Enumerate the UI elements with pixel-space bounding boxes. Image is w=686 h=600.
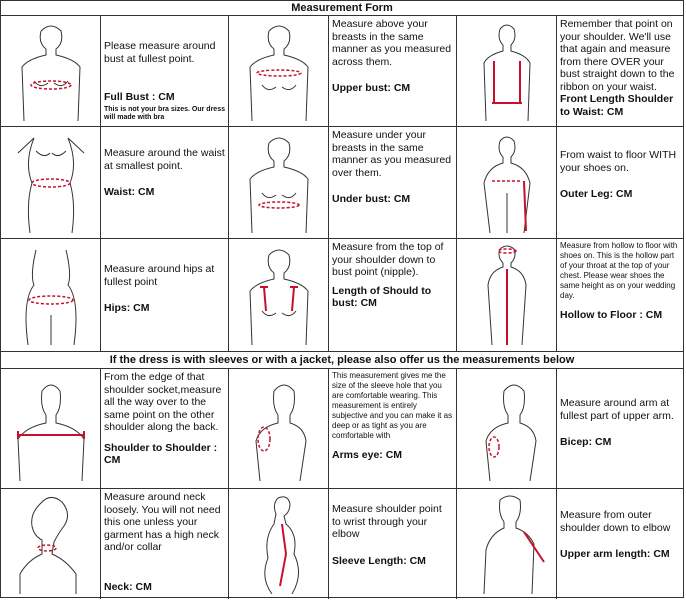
sleeve-section-heading: If the dress is with sleeves or with a jacket, please also offer us the measurements below [1, 352, 683, 369]
full-bust-label: Full Bust : CM [104, 90, 175, 103]
shoulder-to-shoulder-cell [101, 369, 229, 488]
outer-leg-label: Outer Leg: CM [560, 188, 633, 200]
under-bust-illustration [229, 127, 329, 238]
bicep-description: Measure around arm at fullest part of upper arm. [560, 397, 674, 422]
upper-bust-illustration [229, 16, 329, 126]
front-length-cell [557, 16, 683, 126]
upper-bust-cell [329, 16, 457, 126]
shoulder-to-shoulder-description: From the edge of that shoulder socket,measure all the way over to the same point on the other shoulder along the back. [104, 371, 222, 433]
shoulder-to-shoulder-illustration [1, 369, 101, 488]
sleeve-length-illustration [229, 489, 329, 599]
hips-description: Measure around hips at fullest point [104, 263, 215, 288]
waist-label: Waist: CM [104, 186, 155, 198]
arms-eye-cell [329, 369, 457, 488]
table-row [1, 369, 683, 489]
front-length-description: Remember that point on your shoulder. We'll use that again and measure from there OVER your bust straight down to the ribbon on your waist. [560, 18, 675, 93]
sleeve-length-description: Measure shoulder point to wrist through your elbow [332, 503, 442, 540]
front-length-label: Front Length Shoulder to Waist: CM [560, 93, 674, 118]
hollow-to-floor-description: Measure from hollow to floor with shoes on. This is the hollow part of your throat at the top of your chest. Please wear shoes the same height as on your wedding day. [560, 241, 678, 300]
waist-cell [101, 127, 229, 238]
upper-arm-length-illustration [457, 489, 557, 599]
under-bust-description: Measure under your breasts in the same manner as you measured over them. [332, 129, 452, 179]
neck-cell [101, 489, 229, 599]
front-length-illustration [457, 16, 557, 126]
table-row [1, 239, 683, 352]
waist-description: Measure around the waist at smallest point. [104, 147, 225, 172]
bicep-illustration [457, 369, 557, 488]
under-bust-cell [329, 127, 457, 238]
neck-description: Measure around neck loosely. You will not need this one unless your garment has a high neck and/or collar [104, 491, 221, 553]
upper-arm-length-description: Measure from outer shoulder down to elbow [560, 509, 671, 534]
arms-eye-label: Arms eye: CM [332, 449, 403, 461]
sleeve-length-cell [329, 489, 457, 599]
hollow-to-floor-label: Hollow to Floor : CM [560, 309, 663, 321]
outer-leg-illustration [457, 127, 557, 238]
form-title: Measurement Form [1, 1, 683, 16]
hips-label: Hips: CM [104, 302, 150, 314]
arms-eye-illustration [229, 369, 329, 488]
under-bust-label: Under bust: CM [332, 193, 411, 205]
hollow-to-floor-cell [557, 239, 683, 351]
upper-arm-length-cell [557, 489, 683, 599]
upper-arm-length-label: Upper arm length: CM [560, 548, 670, 560]
shoulder-to-bust-description: Measure from the top of your shoulder down to bust point (nipple). [332, 241, 444, 278]
waist-illustration [1, 127, 101, 238]
table-row [1, 127, 683, 239]
arms-eye-description: This measurement gives me the size of the sleeve hole that you are comfortable wearing. This measurement is entirely subjective and you can make it as deep or as tight as you are comfortable with [332, 371, 453, 440]
full-bust-illustration [1, 16, 101, 126]
shoulder-to-bust-label: Length of Should to bust: CM [332, 284, 432, 309]
neck-label: Neck: CM [104, 580, 152, 593]
upper-bust-label: Upper bust: CM [332, 82, 411, 94]
shoulder-to-shoulder-label: Shoulder to Shoulder : CM [104, 441, 218, 466]
upper-bust-description: Measure above your breasts in the same manner as you measured across them. [332, 18, 452, 68]
table-row [1, 16, 683, 127]
shoulder-to-bust-illustration [229, 239, 329, 351]
bicep-label: Bicep: CM [560, 436, 612, 448]
neck-illustration [1, 489, 101, 599]
shoulder-to-bust-cell [329, 239, 457, 351]
bicep-cell [557, 369, 683, 488]
full-bust-description: Please measure around bust at fullest point. [104, 40, 216, 65]
table-row [1, 489, 683, 599]
hips-illustration [1, 239, 101, 351]
outer-leg-description: From waist to floor WITH your shoes on. [560, 149, 677, 174]
sleeve-length-label: Sleeve Length: CM [332, 554, 426, 567]
full-bust-cell [101, 16, 229, 126]
hips-cell [101, 239, 229, 351]
full-bust-note: This is not your bra sizes. Our dress will made with bra [104, 106, 225, 121]
outer-leg-cell [557, 127, 683, 238]
hollow-to-floor-illustration [457, 239, 557, 351]
